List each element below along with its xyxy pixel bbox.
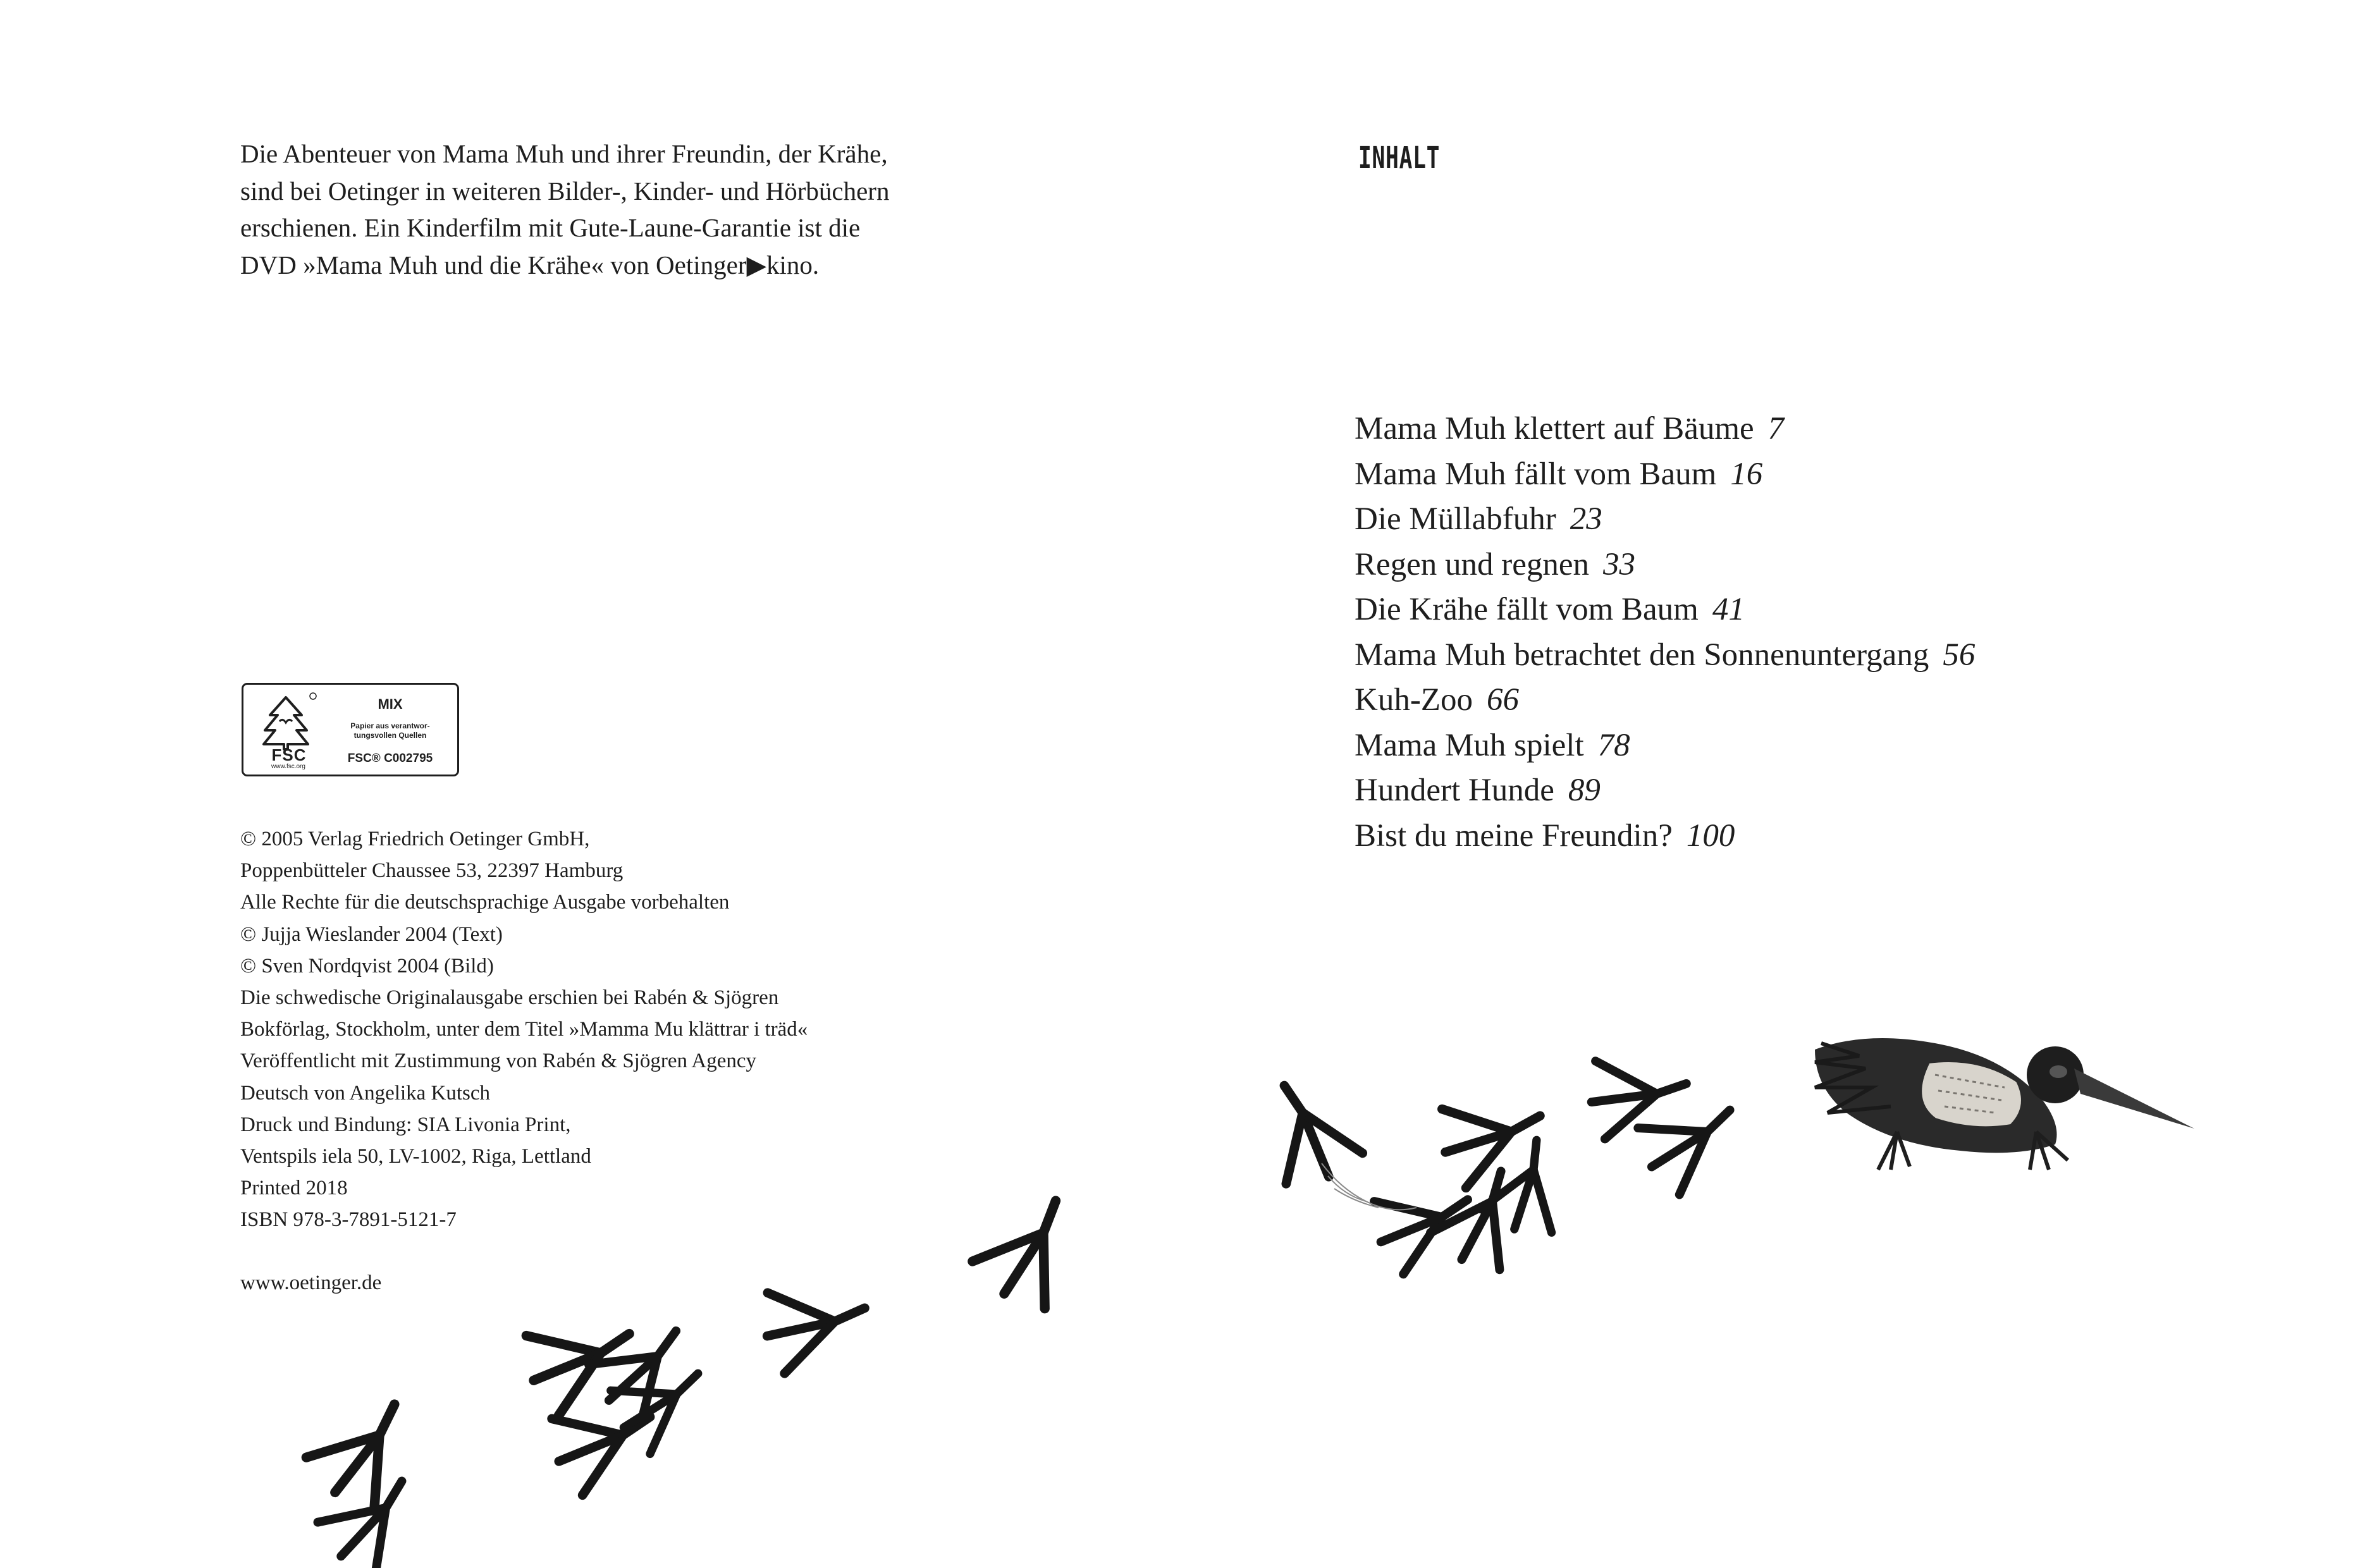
- fsc-url: www.fsc.org: [271, 763, 305, 770]
- toc-entry-page: 78: [1597, 727, 1630, 763]
- toc-entry-page: 89: [1568, 773, 1601, 808]
- toc-entry-title: Mama Muh klettert auf Bäume: [1355, 411, 1754, 446]
- toc-entry-title: Die Müllabfuhr: [1355, 501, 1556, 537]
- toc-heading: INHALT: [1358, 140, 1441, 176]
- intro-line: sind bei Oetinger in weiteren Bilder-, Kinder- und Hörbüchern: [240, 176, 890, 205]
- fsc-paper-line: Papier aus verantwor-: [350, 721, 430, 730]
- imprint-line: Alle Rechte für die deutschsprachige Ausgabe vorbehalten: [240, 891, 730, 914]
- imprint-line: Poppenbütteler Chaussee 53, 22397 Hamburg: [240, 859, 624, 883]
- toc-entry-title: Hundert Hunde: [1355, 773, 1554, 808]
- website-link[interactable]: www.oetinger.de: [240, 1271, 382, 1294]
- imprint-line: Deutsch von Angelika Kutsch: [240, 1081, 491, 1105]
- imprint-line: Die schwedische Originalausgabe erschien bei Rabén & Sjögren: [240, 986, 779, 1010]
- toc-entry-title: Mama Muh betrachtet den Sonnenuntergang: [1355, 637, 1929, 673]
- toc-entry-page: 7: [1767, 411, 1785, 446]
- toc-entry-title: Mama Muh fällt vom Baum: [1355, 456, 1717, 492]
- imprint-line: Printed 2018: [240, 1177, 348, 1200]
- fsc-license-code: FSC® C002795: [347, 752, 433, 765]
- toc-entry-page: 66: [1486, 682, 1519, 718]
- toc-entry-title: Kuh-Zoo: [1355, 682, 1473, 718]
- toc-entry-title: Regen und regnen: [1355, 546, 1590, 582]
- scribble-mark: [1322, 1163, 1417, 1210]
- imprint-line: © 2005 Verlag Friedrich Oetinger GmbH,: [240, 828, 590, 850]
- intro-line: DVD »Mama Muh und die Krähe« von Oetinger▶kino.: [240, 250, 820, 279]
- imprint-line: Veröffentlicht mit Zustimmung von Rabén & Sjögren Agency: [240, 1050, 757, 1073]
- intro-line: erschienen. Ein Kinderfilm mit Gute-Laune-Garantie ist die: [240, 213, 861, 242]
- imprint-line: Ventspils iela 50, LV-1002, Riga, Lettland: [240, 1145, 591, 1168]
- imprint-line: ISBN 978-3-7891-5121-7: [240, 1208, 457, 1232]
- toc-entry-page: 23: [1570, 501, 1602, 537]
- fsc-mix-label: MIX: [378, 696, 403, 712]
- toc-entry-page: 56: [1943, 637, 1976, 673]
- imprint-line: © Sven Nordqvist 2004 (Bild): [240, 954, 494, 977]
- fsc-word: FSC: [271, 745, 307, 764]
- toc-entry-page: 16: [1730, 456, 1763, 492]
- toc-entry-page: 100: [1686, 818, 1735, 854]
- imprint-line: © Jujja Wieslander 2004 (Text): [240, 922, 503, 946]
- footprint-icon: [968, 1182, 1099, 1318]
- imprint-line: Bokförlag, Stockholm, unter dem Titel »Mamma Mu klättrar i träd«: [240, 1018, 808, 1041]
- toc-entry-title: Bist du meine Freundin?: [1355, 818, 1673, 854]
- toc-entry-page: 41: [1712, 592, 1745, 627]
- fsc-paper-line: tungsvollen Quellen: [353, 731, 427, 740]
- toc-entry-title: Die Krähe fällt vom Baum: [1355, 592, 1699, 627]
- imprint-line: Druck und Bindung: SIA Livonia Print,: [240, 1113, 571, 1136]
- intro-line: Die Abenteuer von Mama Muh und ihrer Freundin, der Krähe,: [240, 139, 888, 168]
- toc-entry-title: Mama Muh spielt: [1355, 727, 1584, 763]
- toc-entry-page: 33: [1603, 546, 1636, 582]
- footprint-icon: [760, 1277, 874, 1375]
- crow-illustration: [1815, 1038, 2194, 1170]
- footprint-icon: [1255, 1069, 1367, 1192]
- footprint-icon: [301, 1383, 435, 1519]
